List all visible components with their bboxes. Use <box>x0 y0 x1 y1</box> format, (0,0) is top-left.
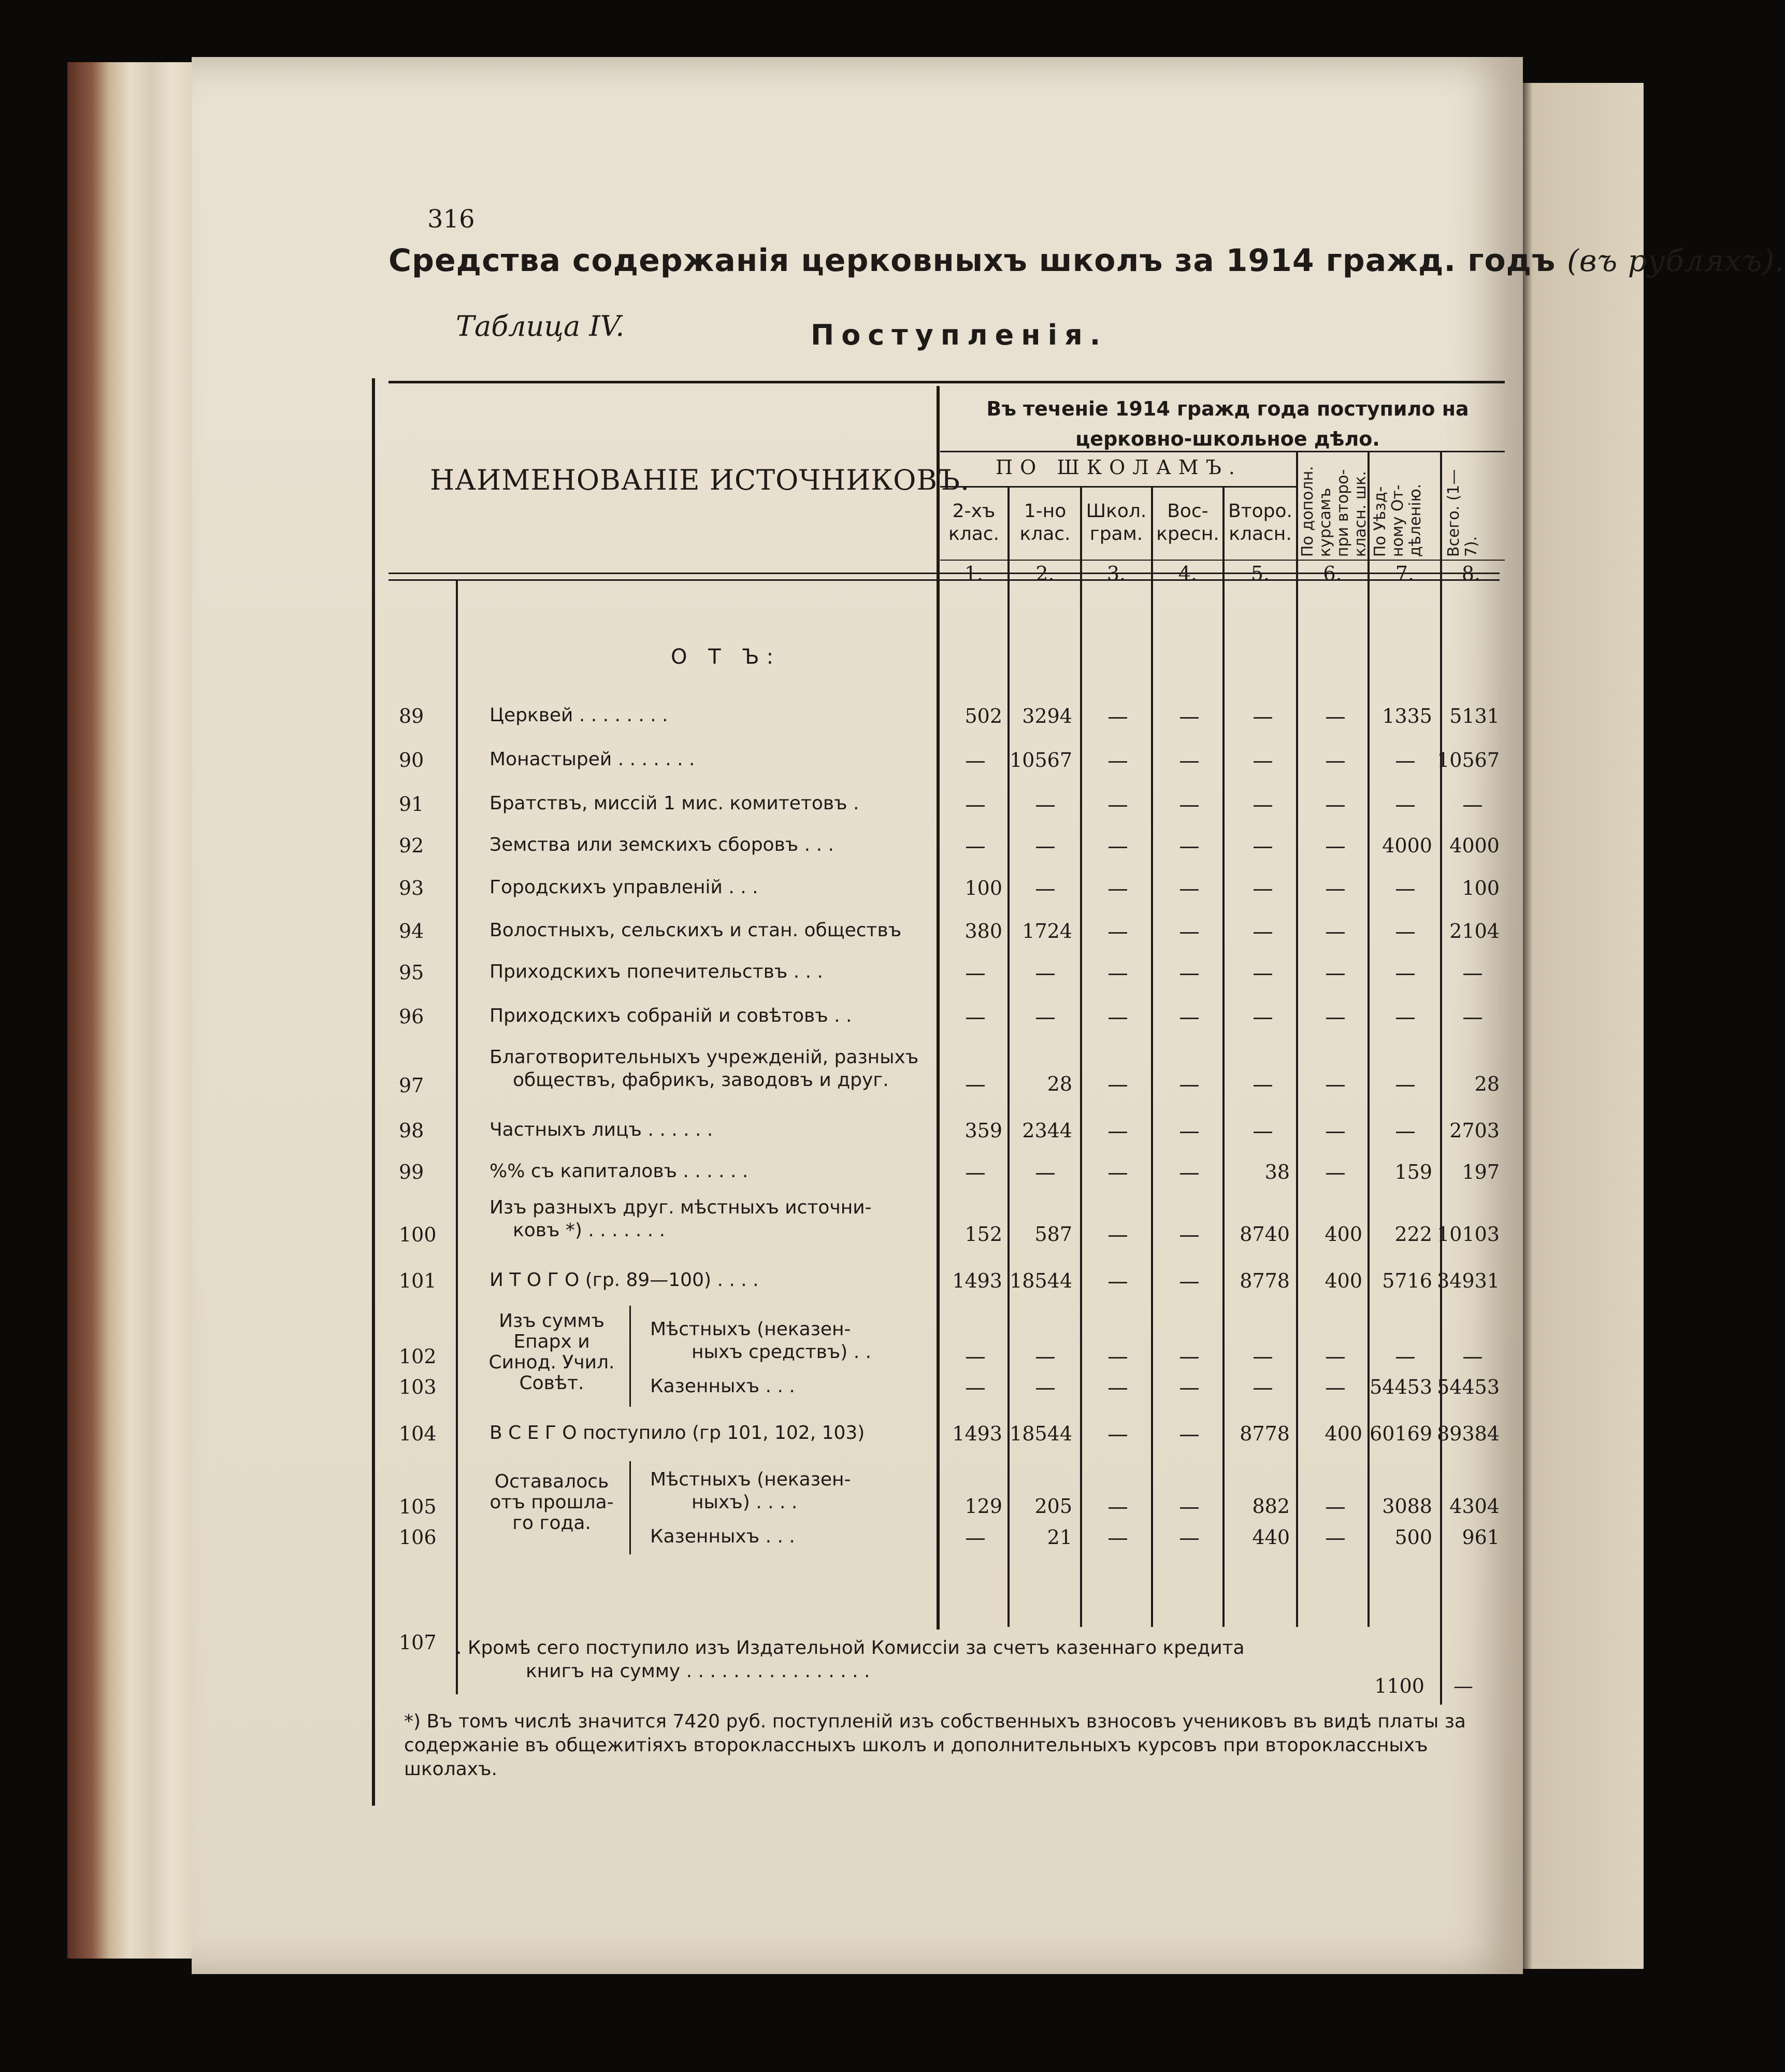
row-label: Приходскихъ попечительствъ . . . <box>490 961 823 982</box>
row-number: 105 <box>399 1495 437 1518</box>
table-cell: 205 <box>1034 1495 1072 1518</box>
colnum-4: 4. <box>1178 562 1198 585</box>
row-107-number: 107 <box>399 1631 437 1654</box>
colhead-7: По Уѣзд-ному От-дѣленію. <box>1371 483 1424 557</box>
table-cell: 8778 <box>1240 1269 1290 1292</box>
empty-cell-dash <box>1326 1538 1345 1540</box>
empty-cell-dash <box>1180 1018 1199 1019</box>
row-number: 98 <box>399 1119 424 1142</box>
empty-cell-dash <box>1180 761 1199 763</box>
table-cell: 100 <box>1462 877 1500 899</box>
colhead-1: 2-хъ клас. <box>948 501 1000 545</box>
colhead-3: Школ. грам. <box>1086 501 1147 545</box>
empty-cell-dash <box>1036 1018 1055 1019</box>
table-cell: 159 <box>1394 1161 1432 1183</box>
row-number: 89 <box>399 705 424 727</box>
empty-cell-dash <box>1326 717 1345 719</box>
row-label: И Т О Г О (гр. 89—100) . . . . <box>490 1269 759 1291</box>
empty-cell-dash <box>1109 1085 1127 1087</box>
empty-cell-dash <box>1109 1173 1127 1175</box>
empty-cell-dash <box>1180 1132 1199 1133</box>
empty-cell-dash <box>1326 805 1345 807</box>
table-cell: 2104 <box>1449 920 1500 942</box>
empty-cell-dash <box>1036 1388 1055 1390</box>
row-number: 104 <box>399 1422 437 1445</box>
empty-cell-dash <box>1109 1282 1127 1283</box>
empty-cell-dash <box>1254 761 1272 763</box>
empty-cell-dash <box>1109 847 1127 848</box>
empty-cell-dash <box>1109 761 1127 763</box>
table-cell: 60169 <box>1370 1422 1432 1445</box>
empty-cell-dash <box>1326 1018 1345 1019</box>
table-cell: 152 <box>965 1223 1002 1246</box>
row-number: 100 <box>399 1223 437 1246</box>
row-label: Монастырей . . . . . . . <box>490 749 695 770</box>
table-cell: 34931 <box>1437 1269 1500 1292</box>
table-cell: 38 <box>1264 1161 1290 1183</box>
empty-cell-dash <box>1463 1018 1482 1019</box>
empty-cell-dash <box>966 847 985 848</box>
empty-cell-dash <box>1326 1507 1345 1509</box>
table-cell: 1493 <box>952 1269 1002 1292</box>
table-cell: 8778 <box>1240 1422 1290 1445</box>
table-cell: 54453 <box>1437 1376 1500 1398</box>
empty-cell-dash <box>966 974 985 975</box>
empty-cell-dash <box>1180 847 1199 848</box>
row-label: Частныхъ лицъ . . . . . . <box>490 1119 713 1140</box>
col-divider-4 <box>1222 487 1225 1627</box>
during-header: Въ теченіе 1914 гражд года поступило на церковно-школьное дѣло. <box>986 397 1469 450</box>
empty-cell-dash <box>1254 1388 1272 1390</box>
colhead-6: По дополн. курсамъ при второ-класн. шк. <box>1299 466 1370 557</box>
table-cell: 4000 <box>1382 834 1432 857</box>
row-label: Казенныхъ . . . <box>650 1376 795 1397</box>
col-divider-5 <box>1296 451 1298 1627</box>
table-cell: 882 <box>1252 1495 1290 1518</box>
table-cell: 197 <box>1462 1161 1500 1183</box>
row-number: 96 <box>399 1005 424 1028</box>
table-cell: 5131 <box>1449 705 1500 727</box>
empty-cell-dash <box>1254 932 1272 934</box>
empty-cell-dash <box>1180 889 1199 891</box>
table-cell: 5716 <box>1382 1269 1432 1292</box>
table-label: Таблица IV. <box>456 310 625 342</box>
title-main: Средства содержанія церковныхъ школъ за 1914 гражд. годъ <box>388 242 1556 279</box>
table-cell: 3294 <box>1022 705 1072 727</box>
row-label: Земства или земскихъ сборовъ . . . <box>490 834 834 855</box>
empty-cell-dash <box>1036 1173 1055 1175</box>
table-cell: 500 <box>1394 1526 1432 1549</box>
table-cell: 222 <box>1394 1223 1432 1246</box>
page-title <box>388 242 1785 279</box>
empty-cell-dash <box>1326 1173 1345 1175</box>
row-label: Мѣстныхъ (неказен- <box>650 1469 851 1490</box>
colnum-2: 2. <box>1035 562 1055 585</box>
table-cell: 8740 <box>1240 1223 1290 1246</box>
row-number: 101 <box>399 1269 437 1292</box>
book-edge <box>67 62 207 1959</box>
table-cell: 129 <box>965 1495 1002 1518</box>
row-number: 91 <box>399 793 424 816</box>
row-107-label-2: книгъ на сумму . . . . . . . . . . . . . . . . <box>526 1661 870 1682</box>
empty-cell-dash <box>966 761 985 763</box>
table-cell: 4000 <box>1449 834 1500 857</box>
row-label: Церквей . . . . . . . . <box>490 705 668 726</box>
table-cell: 1493 <box>952 1422 1002 1445</box>
empty-cell-dash <box>1396 932 1415 934</box>
table-cell: 2703 <box>1449 1119 1500 1142</box>
empty-cell-dash <box>1254 847 1272 848</box>
ot-label: О Т Ъ: <box>671 645 781 669</box>
empty-cell-dash <box>1254 805 1272 807</box>
table-cell: 18544 <box>1010 1269 1072 1292</box>
empty-cell-dash <box>1036 805 1055 807</box>
page-number: 316 <box>427 205 475 234</box>
table-cell: 400 <box>1325 1223 1362 1246</box>
colnum-6: 6. <box>1323 562 1342 585</box>
colhead-5: Второ. класн. <box>1228 501 1292 545</box>
empty-cell-dash <box>1180 1357 1199 1359</box>
row-label-continued: ныхъ) . . . . <box>692 1492 798 1513</box>
empty-cell-dash <box>1036 974 1055 975</box>
table-cell: 961 <box>1462 1526 1500 1549</box>
row-number: 94 <box>399 920 424 942</box>
table-cell: 502 <box>965 705 1002 727</box>
colnum-5: 5. <box>1250 562 1270 585</box>
table-cell: 10103 <box>1437 1223 1500 1246</box>
empty-cell-dash <box>1396 889 1415 891</box>
row-number: 95 <box>399 961 424 984</box>
brace-label-102-103: Изъ суммъ Епарх и Синод. Учил. Совѣт. <box>488 1310 615 1394</box>
empty-cell-dash <box>1326 761 1345 763</box>
empty-cell-dash <box>1109 974 1127 975</box>
empty-cell-dash <box>1180 932 1199 934</box>
row-label: Волостныхъ, сельскихъ и стан. обществъ <box>490 920 902 941</box>
empty-cell-dash <box>1109 1132 1127 1133</box>
table-cell: 587 <box>1034 1223 1072 1246</box>
empty-cell-dash <box>1180 805 1199 807</box>
empty-cell-dash <box>1463 974 1482 975</box>
brace-line-102-103 <box>629 1306 631 1407</box>
col-divider-1 <box>1007 487 1010 1627</box>
empty-cell-dash <box>1254 717 1272 719</box>
colhead-8: Всего. (1—7). <box>1445 469 1480 557</box>
empty-cell-dash <box>1109 1435 1127 1436</box>
table-top-border <box>388 381 1505 383</box>
empty-cell-dash <box>1254 974 1272 975</box>
empty-cell-dash <box>1396 1085 1415 1087</box>
brace-label-105-106: Оставалось отъ прошла-го года. <box>490 1471 614 1534</box>
col-divider-3 <box>1151 487 1153 1627</box>
table-cell: 400 <box>1325 1269 1362 1292</box>
empty-cell-dash <box>1326 1132 1345 1133</box>
row-label: Изъ разныхъ друг. мѣстныхъ источни- <box>490 1197 872 1218</box>
empty-cell-dash <box>1180 1173 1199 1175</box>
empty-cell-dash <box>1254 1018 1272 1019</box>
source-header: НАИМЕНОВАНІЕ ИСТОЧНИКОВЪ. <box>430 464 970 496</box>
col-divider-2 <box>1080 487 1082 1627</box>
colnum-3: 3. <box>1106 562 1126 585</box>
empty-cell-dash <box>1326 1085 1345 1087</box>
row-label: Приходскихъ собраній и совѣтовъ . . <box>490 1005 852 1026</box>
table-cell: 21 <box>1047 1526 1072 1549</box>
empty-cell-dash <box>1180 1507 1199 1509</box>
empty-cell-dash <box>1326 974 1345 975</box>
empty-cell-dash <box>1396 1018 1415 1019</box>
table-cell: 2344 <box>1022 1119 1072 1142</box>
table-cell: 359 <box>965 1119 1002 1142</box>
table-cell: 54453 <box>1370 1376 1432 1398</box>
empty-cell-dash <box>1463 1357 1482 1359</box>
table-cell: 400 <box>1325 1422 1362 1445</box>
empty-cell-dash <box>966 805 985 807</box>
row-label-continued: обществъ, фабрикъ, заводовъ и друг. <box>513 1069 889 1091</box>
empty-cell-dash <box>1326 1388 1345 1390</box>
footnote: *) Въ томъ числѣ значится 7420 руб. поступленій изъ собственныхъ взносовъ учениковъ въ видѣ платы за содержаніе въ общежитіяхъ второклассныхъ школъ и дополнительныхъ курсовъ при второклассныхъ школахъ. <box>404 1711 1466 1780</box>
table-cell: 1724 <box>1022 920 1072 942</box>
empty-cell-dash <box>1036 889 1055 891</box>
empty-cell-dash <box>966 1018 985 1019</box>
empty-cell-dash <box>966 1173 985 1175</box>
row-label: Братствъ, миссій 1 мис. комитетовъ . <box>490 793 859 814</box>
colnum-8: 8. <box>1461 562 1481 585</box>
row-number: 103 <box>399 1376 437 1398</box>
empty-cell-dash <box>1326 889 1345 891</box>
colhead-4: Вос-кресн. <box>1156 501 1219 545</box>
empty-cell-dash <box>966 1388 985 1390</box>
row-107-label: . Кромѣ сего поступило изъ Издательной Комиссіи за счетъ казеннаго кредита <box>456 1637 1245 1659</box>
row-label: Городскихъ управленій . . . <box>490 877 758 898</box>
empty-cell-dash <box>1180 717 1199 719</box>
empty-cell-dash <box>1180 1538 1199 1540</box>
empty-cell-dash <box>1109 932 1127 934</box>
by-schools-header: ПО ШКОЛАМЪ. <box>996 456 1242 479</box>
empty-cell-dash <box>1396 761 1415 763</box>
empty-cell-dash <box>966 1538 985 1540</box>
title-units: (въ рубляхъ). <box>1567 243 1785 278</box>
row-label: Мѣстныхъ (неказен- <box>650 1319 851 1340</box>
empty-cell-dash <box>1254 889 1272 891</box>
table-cell: 89384 <box>1437 1422 1500 1445</box>
empty-cell-dash <box>1326 1357 1345 1359</box>
empty-cell-dash <box>1109 1538 1127 1540</box>
row-number: 93 <box>399 877 424 899</box>
row-number: 106 <box>399 1526 437 1549</box>
empty-cell-dash <box>1180 1235 1199 1237</box>
empty-cell-dash <box>1109 1388 1127 1390</box>
row-number: 90 <box>399 749 424 771</box>
table-cell: 1335 <box>1382 705 1432 727</box>
row-107-col7: 1100 <box>1374 1675 1424 1697</box>
table-cell: 28 <box>1047 1073 1072 1095</box>
empty-cell-dash <box>1396 1132 1415 1133</box>
empty-cell-dash <box>1109 1018 1127 1019</box>
table-cell: 380 <box>965 920 1002 942</box>
empty-cell-dash <box>1180 1282 1199 1283</box>
empty-cell-dash <box>1326 932 1345 934</box>
colhead-2: 1-но клас. <box>1019 501 1071 545</box>
col-divider-6 <box>1367 451 1370 1627</box>
empty-cell-dash <box>1180 1085 1199 1087</box>
empty-cell-dash <box>1109 889 1127 891</box>
table-cell: 10567 <box>1437 749 1500 771</box>
empty-cell-dash <box>1396 805 1415 807</box>
brace-line-105-106 <box>629 1461 631 1554</box>
table-cell: 3088 <box>1382 1495 1432 1518</box>
empty-cell-dash <box>1326 847 1345 848</box>
row-label: Благотворительныхъ учрежденій, разныхъ <box>490 1047 919 1068</box>
row-label-continued: ковъ *) . . . . . . . <box>513 1220 666 1241</box>
empty-cell-dash <box>1109 1507 1127 1509</box>
schools-divider <box>940 486 1298 488</box>
table-cell: 100 <box>965 877 1002 899</box>
empty-cell-dash <box>1180 1435 1199 1436</box>
empty-cell-dash <box>1109 717 1127 719</box>
empty-cell-dash <box>966 1085 985 1087</box>
empty-cell-dash <box>1396 1357 1415 1359</box>
empty-cell-dash <box>1254 1132 1272 1133</box>
table-cell: 4304 <box>1449 1495 1500 1518</box>
table-cell: 440 <box>1252 1526 1290 1549</box>
table-cell: 18544 <box>1010 1422 1072 1445</box>
table-cell: 10567 <box>1010 749 1072 771</box>
row-label: Казенныхъ . . . <box>650 1526 795 1547</box>
empty-cell-dash <box>1036 1357 1055 1359</box>
colnum-7: 7. <box>1395 562 1415 585</box>
row-number: 102 <box>399 1345 437 1368</box>
empty-cell-dash <box>1396 974 1415 975</box>
section-title: Поступленія. <box>811 319 1108 351</box>
table-frame-left <box>372 378 375 1806</box>
row-label: В С Е Г О поступило (гр 101, 102, 103) <box>490 1422 865 1444</box>
empty-cell-dash <box>1254 1357 1272 1359</box>
row-label-continued: ныхъ средствъ) . . <box>692 1341 872 1363</box>
empty-cell-dash <box>1109 1235 1127 1237</box>
colnum-1: 1. <box>964 562 984 585</box>
row-label: %% съ капиталовъ . . . . . . <box>490 1161 748 1182</box>
empty-cell-dash <box>1180 974 1199 975</box>
empty-cell-dash <box>1109 1357 1127 1359</box>
row-number: 92 <box>399 834 424 857</box>
row-number: 99 <box>399 1161 424 1183</box>
empty-cell-dash <box>1254 1085 1272 1087</box>
table-cell: 28 <box>1474 1073 1500 1095</box>
next-page-edge <box>1520 83 1644 1969</box>
row-number: 97 <box>399 1074 424 1097</box>
label-divider <box>456 580 458 1694</box>
empty-cell-dash <box>1036 847 1055 848</box>
empty-cell-dash <box>1109 805 1127 807</box>
empty-cell-dash <box>1463 805 1482 807</box>
row-107-col8: — <box>1453 1675 1473 1697</box>
empty-cell-dash <box>966 1357 985 1359</box>
empty-cell-dash <box>1180 1388 1199 1390</box>
